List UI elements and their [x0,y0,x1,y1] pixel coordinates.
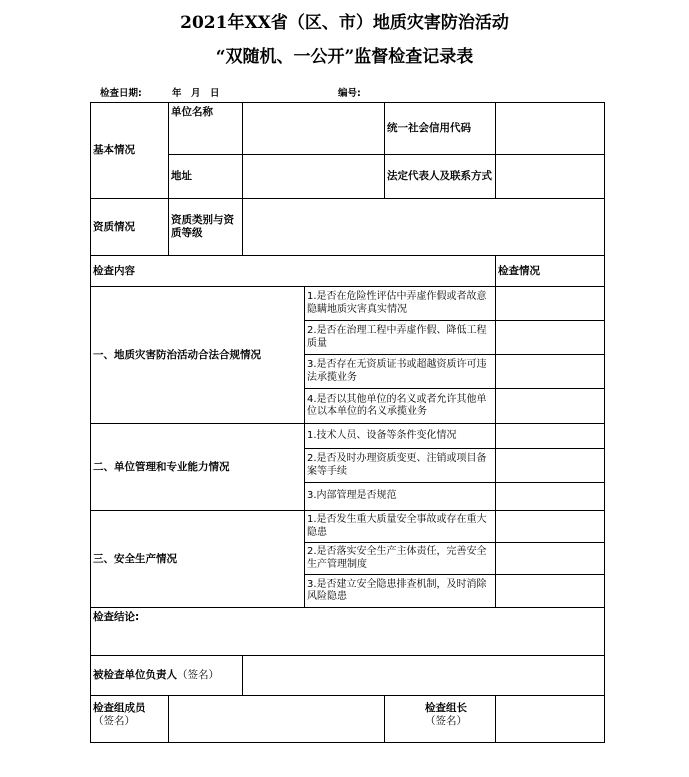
check-item: 3.是否建立安全隐患排查机制，及时消除风险隐患 [305,575,496,608]
group-title: 二、单位管理和专业能力情况 [91,424,305,511]
check-result-cell[interactable] [496,543,605,575]
check-result-cell[interactable] [496,424,605,449]
record-number-label: 编号: [338,88,361,99]
check-item: 2.是否及时办理资质变更、注销或项目备案等手续 [305,449,496,483]
inspection-content-header: 检查内容 [91,256,496,287]
check-result-cell[interactable] [496,287,605,321]
address-value[interactable] [243,155,385,199]
qualification-section-label: 资质情况 [91,199,169,256]
inspection-record-table [90,102,605,743]
check-item: 3.内部管理是否规范 [305,483,496,511]
group-title: 三、安全生产情况 [91,511,305,608]
team-members-label [91,696,169,743]
check-result-cell[interactable] [496,389,605,424]
check-result-cell[interactable] [496,321,605,355]
qualification-category-label: 资质类别与资质等级 [169,199,243,256]
inspection-date-fields: 年 月 日 [172,88,220,99]
check-item: 2.是否落实安全生产主体责任，完善安全生产管理制度 [305,543,496,575]
check-result-cell[interactable] [496,575,605,608]
credit-code-label: 统一社会信用代码 [385,103,496,155]
check-result-cell[interactable] [496,449,605,483]
check-result-cell[interactable] [496,511,605,543]
document-title-line2: “双随机、一公开”监督检查记录表 [215,47,474,67]
legal-rep-value[interactable] [496,155,605,199]
address-label: 地址 [169,155,243,199]
unit-name-label: 单位名称 [169,103,243,155]
legal-rep-label: 法定代表人及联系方式 [385,155,496,199]
sign-note: （签名） [93,715,135,727]
check-item: 1.是否发生重大质量安全事故或存在重大隐患 [305,511,496,543]
check-result-cell[interactable] [496,355,605,389]
inspection-conclusion[interactable] [91,608,605,656]
team-members-text: 检查组成员 [93,702,146,714]
team-leader-signature[interactable] [496,696,605,743]
check-result-cell[interactable] [496,483,605,511]
team-leader-label [385,696,496,743]
check-item: 1.技术人员、设备等条件变化情况 [305,424,496,449]
team-members-signature[interactable] [169,696,385,743]
inspection-status-header: 检查情况 [496,256,605,287]
credit-code-value[interactable] [496,103,605,155]
group-title: 一、地质灾害防治活动合法合规情况 [91,287,305,424]
check-item: 1.是否在危险性评估中弄虚作假或者故意隐瞒地质灾害真实情况 [305,287,496,321]
conclusion-label: 检查结论: [93,611,140,623]
qualification-category-value[interactable] [243,199,605,256]
unit-name-value[interactable] [243,103,385,155]
basic-info-section-label: 基本情况 [91,103,169,199]
check-item: 3.是否存在无资质证书或超越资质许可违法承揽业务 [305,355,496,389]
sign-note: （签名） [425,715,467,727]
check-item: 2.是否在治理工程中弄虚作假、降低工程质量 [305,321,496,355]
document-title-line1: 2021年XX省（区、市）地质灾害防治活动 [180,13,509,33]
team-leader-text: 检查组长 [425,702,467,714]
sign-note: （签名） [177,669,219,681]
inspected-unit-head-signature[interactable] [243,656,605,696]
inspected-unit-head-text: 被检查单位负责人 [93,669,177,681]
inspection-date-label: 检查日期: [100,88,142,99]
check-item: 4.是否以其他单位的名义或者允许其他单位以本单位的名义承揽业务 [305,389,496,424]
inspected-unit-head-label [91,656,243,696]
